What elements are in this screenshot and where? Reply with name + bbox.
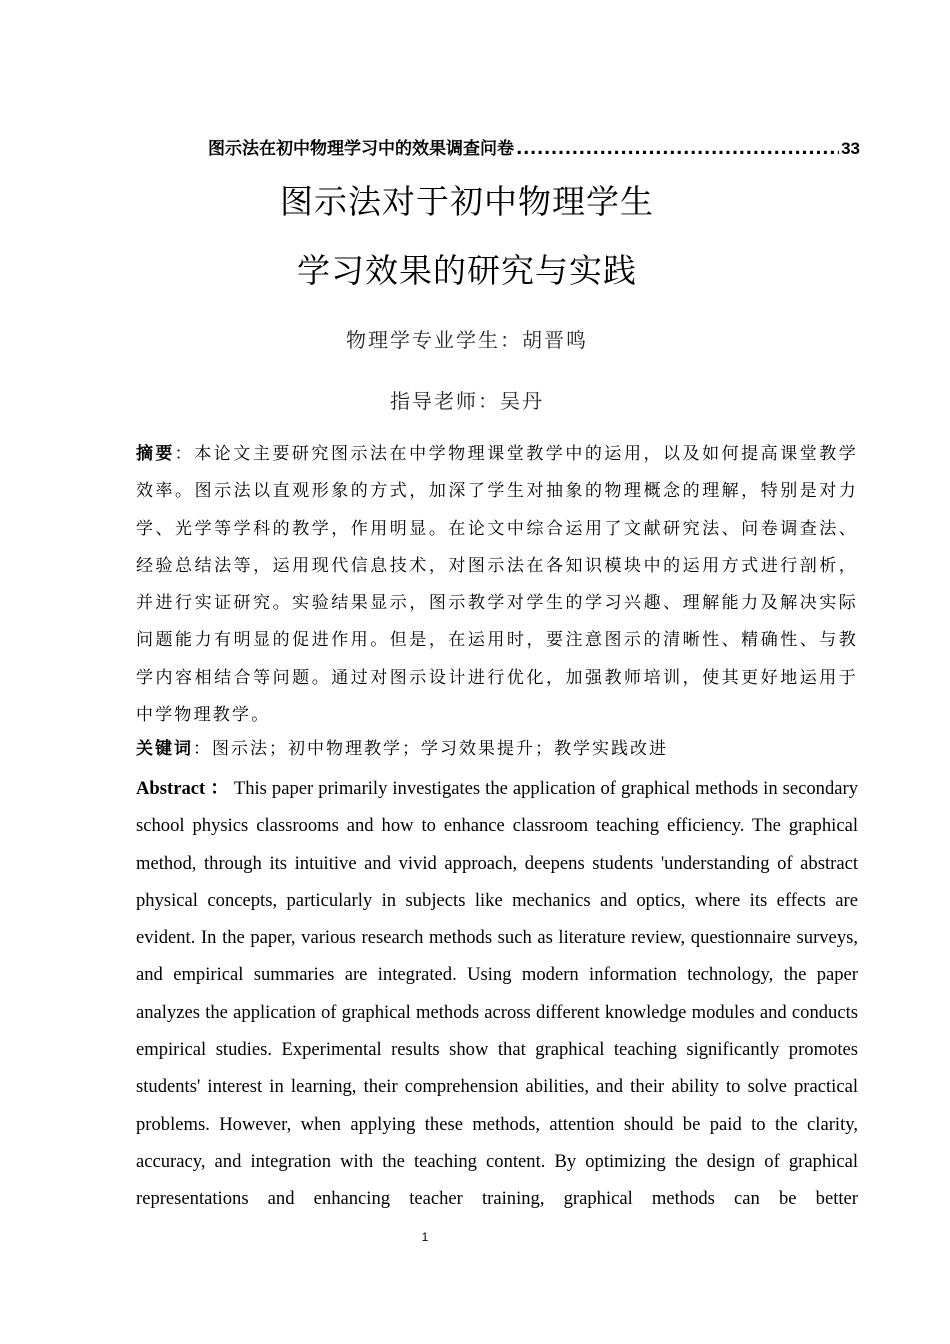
abstract-english-label: Abstract <box>136 778 206 799</box>
keywords-colon: ： <box>193 739 212 759</box>
paper-title-line-2: 学习效果的研究与实践 <box>297 251 637 290</box>
keywords-line <box>136 736 858 762</box>
abstract-chinese-label: 摘要 <box>136 444 175 464</box>
toc-entry-page-number: 33 <box>841 139 860 158</box>
page-number: 1 <box>421 1230 429 1244</box>
keywords-text: 图示法；初中物理教学；学习效果提升；教学实践改进 <box>212 739 668 759</box>
toc-entry[interactable] <box>208 138 860 160</box>
author-line: 物理学专业学生：胡晋鸣 <box>346 328 588 352</box>
keywords-label: 关键词 <box>136 739 193 759</box>
abstract-english <box>136 770 858 1218</box>
abstract-chinese-text: 本论文主要研究图示法在中学物理课堂教学中的运用，以及如何提高课堂教学效率。图示法以直观形象的方式，加深了学生对抽象的物理概念的理解，特别是对力学、光学等学科的教学，作用明显。在论文中综合运用了文献研究法、问卷调查法、经验总结法等，运用现代信息技术，对图示法在各知识模块中的运用方式进行剖析，并进行实证研究。实验结果显示，图示教学对学生的学习兴趣、理解能力及解决实际问题能力有明显的促进作用。但是，在运用时，要注意图示的清晰性、精确性、与教学内容相结合等问题。通过对图示设计进行优化，加强教师培训，使其更好地运用于中学物理教学。 <box>136 444 859 726</box>
toc-entry-title: 图示法在初中物理学习中的效果调查问卷 <box>208 139 514 159</box>
paper-title-line-1: 图示法对于初中物理学生 <box>280 182 654 221</box>
abstract-chinese-colon: ： <box>174 444 195 464</box>
abstract-chinese <box>136 436 858 734</box>
advisor-line: 指导老师：吴丹 <box>390 389 544 413</box>
abstract-english-text: This paper primarily investigates the application of graphical methods in secondary school physics classrooms and how to enhance classroom teaching efficiency. The graphical method, through its intuitive and vivid approach, deepens students 'understanding of abstract physical concepts, particularly in subjects like mechanics and optics, where its effects are evident. In the paper, various research methods such as literature review, questionnaire surveys, and empirical summaries are integrated. Using modern information technology, the paper analyzes the application of graphical methods across different knowledge modules and conducts empirical studies. Experimental results show that graphical teaching significantly promotes students' interest in learning, their comprehension abilities, and their ability to solve practical problems. However, when applying these methods, attention should be paid to the clarity, accuracy, and integration with the teaching content. By optimizing the design of graphical representations and enhancing teacher training, graphical methods can be better <box>136 778 859 1210</box>
abstract-english-colon: ： <box>210 778 230 799</box>
toc-dot-leader <box>516 138 839 160</box>
